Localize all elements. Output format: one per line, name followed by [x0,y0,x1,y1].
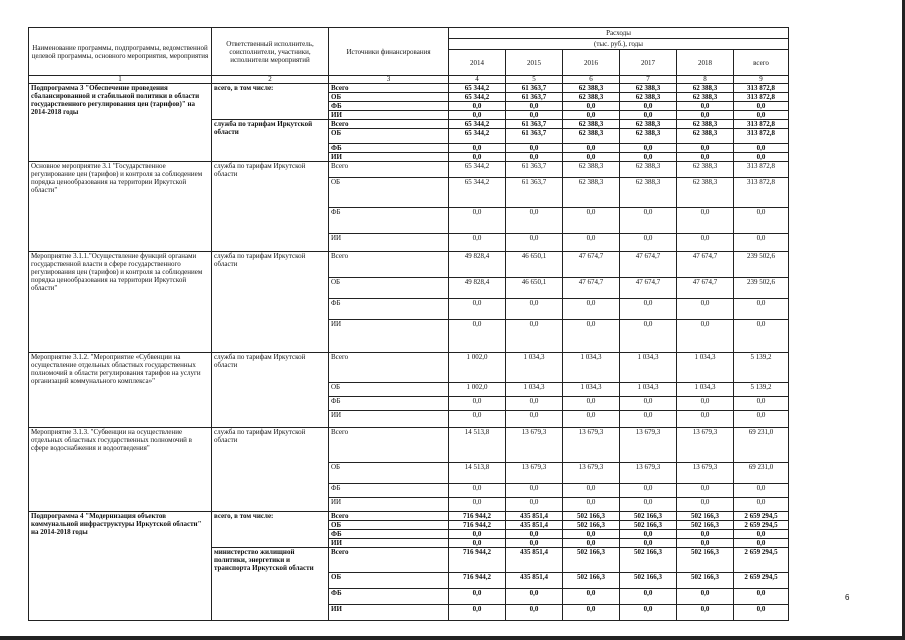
amount-cell: 0,0 [677,208,734,234]
total-cell: 5 139,2 [734,383,789,397]
amount-cell: 62 388,3 [677,178,734,208]
column-number: 2 [212,76,329,84]
source-cell: ФБ [329,208,449,234]
amount-cell: 502 166,3 [563,573,620,589]
amount-cell: 47 674,7 [620,252,677,278]
amount-cell: 62 388,3 [563,93,620,102]
amount-cell: 0,0 [506,397,563,411]
column-number: 5 [506,76,563,84]
source-cell: Всего [329,548,449,573]
source-cell: ФБ [329,102,449,111]
amount-cell: 49 828,4 [449,252,506,278]
source-cell: Всего [329,252,449,278]
amount-cell: 0,0 [506,498,563,512]
amount-cell: 0,0 [506,111,563,120]
program-name-cell: Основное мероприятие 3.1 "Государственное регулирование цен (тарифов) и контроля за соблюдением порядка ценообразования на территории Иркутской области" [29,162,212,252]
amount-cell: 0,0 [506,299,563,320]
column-number: 3 [329,76,449,84]
amount-cell: 62 388,3 [677,84,734,93]
amount-cell: 0,0 [506,320,563,353]
total-cell: 0,0 [734,299,789,320]
amount-cell: 14 513,8 [449,463,506,484]
amount-cell: 716 944,2 [449,521,506,530]
amount-cell: 0,0 [677,589,734,605]
program-name-cell: Подпрограмма 4 "Модернизация объектов коммунальной инфраструктуры Иркутской области" на 2014-2018 годы [29,512,212,621]
amount-cell: 62 388,3 [620,84,677,93]
executor-cell: министерство жилищной политики, энергетики и транспорта Иркутской области [212,548,329,621]
program-name-cell: Мероприятие 3.1.1."Осуществление функций органами государственной власти в сфере государственного регулирования цен (тарифов) и контроля за соблюдением порядка ценообразования на территории Иркутской области" [29,252,212,353]
executor-cell: служба по тарифам Иркутской области [212,353,329,428]
total-cell: 313 872,8 [734,93,789,102]
amount-cell: 0,0 [506,589,563,605]
source-cell: ОБ [329,178,449,208]
amount-cell: 502 166,3 [620,521,677,530]
amount-cell: 502 166,3 [563,521,620,530]
amount-cell: 0,0 [620,144,677,153]
amount-cell: 47 674,7 [563,252,620,278]
amount-cell: 502 166,3 [620,512,677,521]
amount-cell: 61 363,7 [506,178,563,208]
amount-cell: 502 166,3 [677,548,734,573]
total-cell: 69 231,0 [734,428,789,463]
amount-cell: 13 679,3 [506,428,563,463]
amount-cell: 46 650,1 [506,252,563,278]
amount-cell: 0,0 [563,484,620,498]
amount-cell: 13 679,3 [677,463,734,484]
amount-cell: 61 363,7 [506,120,563,129]
amount-cell: 0,0 [620,484,677,498]
header-units: (тыс. руб.), годы [449,39,789,50]
amount-cell: 62 388,3 [563,162,620,178]
amount-cell: 0,0 [620,320,677,353]
source-cell: ОБ [329,521,449,530]
amount-cell: 0,0 [563,111,620,120]
amount-cell: 502 166,3 [677,512,734,521]
program-name-cell: Мероприятие 3.1.2. "Мероприятие «Субвенции на осуществление отдельных областных государственных полномочий в области регулирования тарифов на услуги организаций коммунального комплекса»" [29,353,212,428]
amount-cell: 502 166,3 [563,548,620,573]
amount-cell: 0,0 [677,111,734,120]
total-cell: 0,0 [734,539,789,548]
executor-cell: всего, в том числе: [212,512,329,548]
source-cell: ОБ [329,129,449,144]
source-cell: ИИ [329,498,449,512]
total-cell: 0,0 [734,589,789,605]
amount-cell: 47 674,7 [677,252,734,278]
source-cell: ИИ [329,539,449,548]
amount-cell: 0,0 [563,299,620,320]
amount-cell: 0,0 [449,397,506,411]
total-cell: 0,0 [734,484,789,498]
amount-cell: 0,0 [563,397,620,411]
source-cell: ОБ [329,93,449,102]
amount-cell: 0,0 [620,208,677,234]
amount-cell: 0,0 [563,102,620,111]
amount-cell: 0,0 [506,144,563,153]
amount-cell: 502 166,3 [677,521,734,530]
header-name: Наименование программы, подпрограммы, ведомственной целевой программы, основного мероприятия, мероприятия [29,28,212,76]
amount-cell: 0,0 [677,102,734,111]
amount-cell: 65 344,2 [449,162,506,178]
amount-cell: 0,0 [620,539,677,548]
source-cell: Всего [329,84,449,93]
total-cell: 313 872,8 [734,129,789,144]
amount-cell: 61 363,7 [506,84,563,93]
amount-cell: 0,0 [506,530,563,539]
amount-cell: 1 002,0 [449,383,506,397]
source-cell: ОБ [329,463,449,484]
source-cell: ИИ [329,320,449,353]
total-cell: 0,0 [734,144,789,153]
amount-cell: 0,0 [506,102,563,111]
amount-cell: 0,0 [449,111,506,120]
amount-cell: 13 679,3 [563,428,620,463]
amount-cell: 62 388,3 [620,129,677,144]
amount-cell: 0,0 [563,144,620,153]
column-number: 4 [449,76,506,84]
scan-edge [0,636,905,640]
header-year: 2018 [677,50,734,76]
amount-cell: 0,0 [677,411,734,428]
amount-cell: 0,0 [506,411,563,428]
amount-cell: 0,0 [449,530,506,539]
amount-cell: 0,0 [563,208,620,234]
source-cell: ФБ [329,484,449,498]
amount-cell: 0,0 [506,484,563,498]
amount-cell: 1 034,3 [506,383,563,397]
amount-cell: 0,0 [677,397,734,411]
total-cell: 0,0 [734,605,789,621]
page-number: 6 [845,593,850,602]
amount-cell: 13 679,3 [620,428,677,463]
total-cell: 2 659 294,5 [734,512,789,521]
amount-cell: 62 388,3 [563,129,620,144]
source-cell: ИИ [329,605,449,621]
amount-cell: 435 851,4 [506,548,563,573]
amount-cell: 435 851,4 [506,573,563,589]
amount-cell: 65 344,2 [449,120,506,129]
amount-cell: 0,0 [449,153,506,162]
amount-cell: 1 034,3 [620,383,677,397]
amount-cell: 1 034,3 [620,353,677,383]
total-cell: 0,0 [734,111,789,120]
amount-cell: 502 166,3 [620,548,677,573]
amount-cell: 0,0 [449,605,506,621]
source-cell: ИИ [329,234,449,252]
amount-cell: 435 851,4 [506,512,563,521]
amount-cell: 62 388,3 [563,84,620,93]
source-cell: Всего [329,162,449,178]
header-year-total: всего [734,50,789,76]
table-body [29,84,789,621]
amount-cell: 13 679,3 [677,428,734,463]
total-cell: 0,0 [734,498,789,512]
table-row [29,84,789,93]
executor-cell: служба по тарифам Иркутской области [212,252,329,353]
total-cell: 239 502,6 [734,252,789,278]
source-cell: ИИ [329,153,449,162]
source-cell: ОБ [329,278,449,299]
amount-cell: 65 344,2 [449,178,506,208]
amount-cell: 0,0 [620,111,677,120]
source-cell: Всего [329,428,449,463]
total-cell: 0,0 [734,320,789,353]
amount-cell: 62 388,3 [677,162,734,178]
amount-cell: 1 002,0 [449,353,506,383]
amount-cell: 0,0 [563,234,620,252]
total-cell: 0,0 [734,530,789,539]
amount-cell: 502 166,3 [677,573,734,589]
total-cell: 2 659 294,5 [734,548,789,573]
table-row [29,252,789,278]
source-cell: ОБ [329,573,449,589]
amount-cell: 0,0 [506,208,563,234]
amount-cell: 0,0 [620,589,677,605]
amount-cell: 0,0 [677,605,734,621]
amount-cell: 62 388,3 [677,129,734,144]
source-cell: ФБ [329,299,449,320]
total-cell: 313 872,8 [734,178,789,208]
header-expenses: Расходы [449,28,789,39]
amount-cell: 47 674,7 [620,278,677,299]
amount-cell: 62 388,3 [620,93,677,102]
column-number: 6 [563,76,620,84]
total-cell: 313 872,8 [734,120,789,129]
amount-cell: 0,0 [563,539,620,548]
source-cell: ИИ [329,111,449,120]
amount-cell: 0,0 [563,320,620,353]
amount-cell: 0,0 [449,320,506,353]
amount-cell: 46 650,1 [506,278,563,299]
amount-cell: 13 679,3 [563,463,620,484]
total-cell: 2 659 294,5 [734,521,789,530]
amount-cell: 0,0 [620,102,677,111]
column-number: 9 [734,76,789,84]
source-cell: Всего [329,353,449,383]
amount-cell: 0,0 [677,530,734,539]
source-cell: ФБ [329,144,449,153]
amount-cell: 0,0 [449,411,506,428]
total-cell: 0,0 [734,397,789,411]
amount-cell: 502 166,3 [563,512,620,521]
total-cell: 5 139,2 [734,353,789,383]
amount-cell: 47 674,7 [677,278,734,299]
amount-cell: 0,0 [449,539,506,548]
total-cell: 0,0 [734,102,789,111]
amount-cell: 0,0 [506,539,563,548]
amount-cell: 0,0 [449,102,506,111]
amount-cell: 0,0 [620,234,677,252]
amount-cell: 0,0 [449,208,506,234]
amount-cell: 0,0 [620,530,677,539]
amount-cell: 0,0 [677,539,734,548]
amount-cell: 0,0 [563,530,620,539]
source-cell: ФБ [329,589,449,605]
amount-cell: 13 679,3 [506,463,563,484]
amount-cell: 0,0 [620,397,677,411]
amount-cell: 0,0 [506,605,563,621]
table-row [29,162,789,178]
executor-cell: всего, в том числе: [212,84,329,120]
total-cell: 69 231,0 [734,463,789,484]
amount-cell: 14 513,8 [449,428,506,463]
amount-cell: 0,0 [449,484,506,498]
amount-cell: 62 388,3 [563,178,620,208]
table-row [29,353,789,383]
column-number: 8 [677,76,734,84]
table-row [29,428,789,463]
executor-cell: служба по тарифам Иркутской области [212,428,329,512]
total-cell: 0,0 [734,208,789,234]
source-cell: Всего [329,512,449,521]
header-year: 2016 [563,50,620,76]
amount-cell: 1 034,3 [677,353,734,383]
total-cell: 0,0 [734,234,789,252]
total-cell: 239 502,6 [734,278,789,299]
total-cell: 0,0 [734,411,789,428]
total-cell: 313 872,8 [734,162,789,178]
amount-cell: 65 344,2 [449,93,506,102]
amount-cell: 1 034,3 [677,383,734,397]
amount-cell: 0,0 [620,153,677,162]
amount-cell: 65 344,2 [449,84,506,93]
amount-cell: 716 944,2 [449,512,506,521]
amount-cell: 62 388,3 [620,120,677,129]
amount-cell: 61 363,7 [506,129,563,144]
amount-cell: 0,0 [677,484,734,498]
amount-cell: 0,0 [506,234,563,252]
total-cell: 2 659 294,5 [734,573,789,589]
header-source: Источники финансирования [329,28,449,76]
amount-cell: 61 363,7 [506,93,563,102]
amount-cell: 62 388,3 [677,120,734,129]
amount-cell: 49 828,4 [449,278,506,299]
amount-cell: 13 679,3 [620,463,677,484]
amount-cell: 1 034,3 [563,383,620,397]
amount-cell: 0,0 [506,153,563,162]
amount-cell: 62 388,3 [620,178,677,208]
amount-cell: 62 388,3 [563,120,620,129]
header-year: 2015 [506,50,563,76]
amount-cell: 0,0 [563,411,620,428]
header-year: 2017 [620,50,677,76]
source-cell: ФБ [329,397,449,411]
table-row [29,512,789,521]
executor-cell: служба по тарифам Иркутской области [212,162,329,252]
amount-cell: 0,0 [449,234,506,252]
column-number-row [29,76,789,84]
amount-cell: 0,0 [677,320,734,353]
amount-cell: 0,0 [620,605,677,621]
budget-table [28,27,789,621]
amount-cell: 0,0 [677,234,734,252]
amount-cell: 0,0 [449,589,506,605]
amount-cell: 0,0 [563,605,620,621]
executor-cell: служба по тарифам Иркутской области [212,120,329,162]
amount-cell: 716 944,2 [449,573,506,589]
amount-cell: 0,0 [563,589,620,605]
source-cell: ОБ [329,383,449,397]
amount-cell: 0,0 [677,498,734,512]
source-cell: Всего [329,120,449,129]
amount-cell: 0,0 [620,411,677,428]
source-cell: ИИ [329,411,449,428]
amount-cell: 0,0 [449,299,506,320]
header-year: 2014 [449,50,506,76]
amount-cell: 0,0 [563,498,620,512]
program-name-cell: Подпрограмма 3 "Обеспечение проведения сбалансированной и стабильной политики в области государственного регулирования цен (тарифов)" на 2014-2018 годы [29,84,212,162]
header-executor: Ответственный исполнитель, соисполнители, участники, исполнители мероприятий [212,28,329,76]
column-number: 1 [29,76,212,84]
amount-cell: 0,0 [620,299,677,320]
amount-cell: 1 034,3 [563,353,620,383]
amount-cell: 0,0 [620,498,677,512]
amount-cell: 0,0 [677,299,734,320]
amount-cell: 62 388,3 [677,93,734,102]
amount-cell: 0,0 [677,153,734,162]
total-cell: 0,0 [734,153,789,162]
amount-cell: 0,0 [677,144,734,153]
program-name-cell: Мероприятие 3.1.3. "Субвенции на осуществление отдельных областных государственных полномочий в сфере водоснабжения и водоотведения" [29,428,212,512]
amount-cell: 435 851,4 [506,521,563,530]
amount-cell: 47 674,7 [563,278,620,299]
amount-cell: 1 034,3 [506,353,563,383]
amount-cell: 0,0 [449,498,506,512]
amount-cell: 716 944,2 [449,548,506,573]
amount-cell: 61 363,7 [506,162,563,178]
source-cell: ФБ [329,530,449,539]
total-cell: 313 872,8 [734,84,789,93]
amount-cell: 65 344,2 [449,129,506,144]
amount-cell: 0,0 [449,144,506,153]
amount-cell: 62 388,3 [620,162,677,178]
column-number: 7 [620,76,677,84]
amount-cell: 502 166,3 [620,573,677,589]
amount-cell: 0,0 [563,153,620,162]
